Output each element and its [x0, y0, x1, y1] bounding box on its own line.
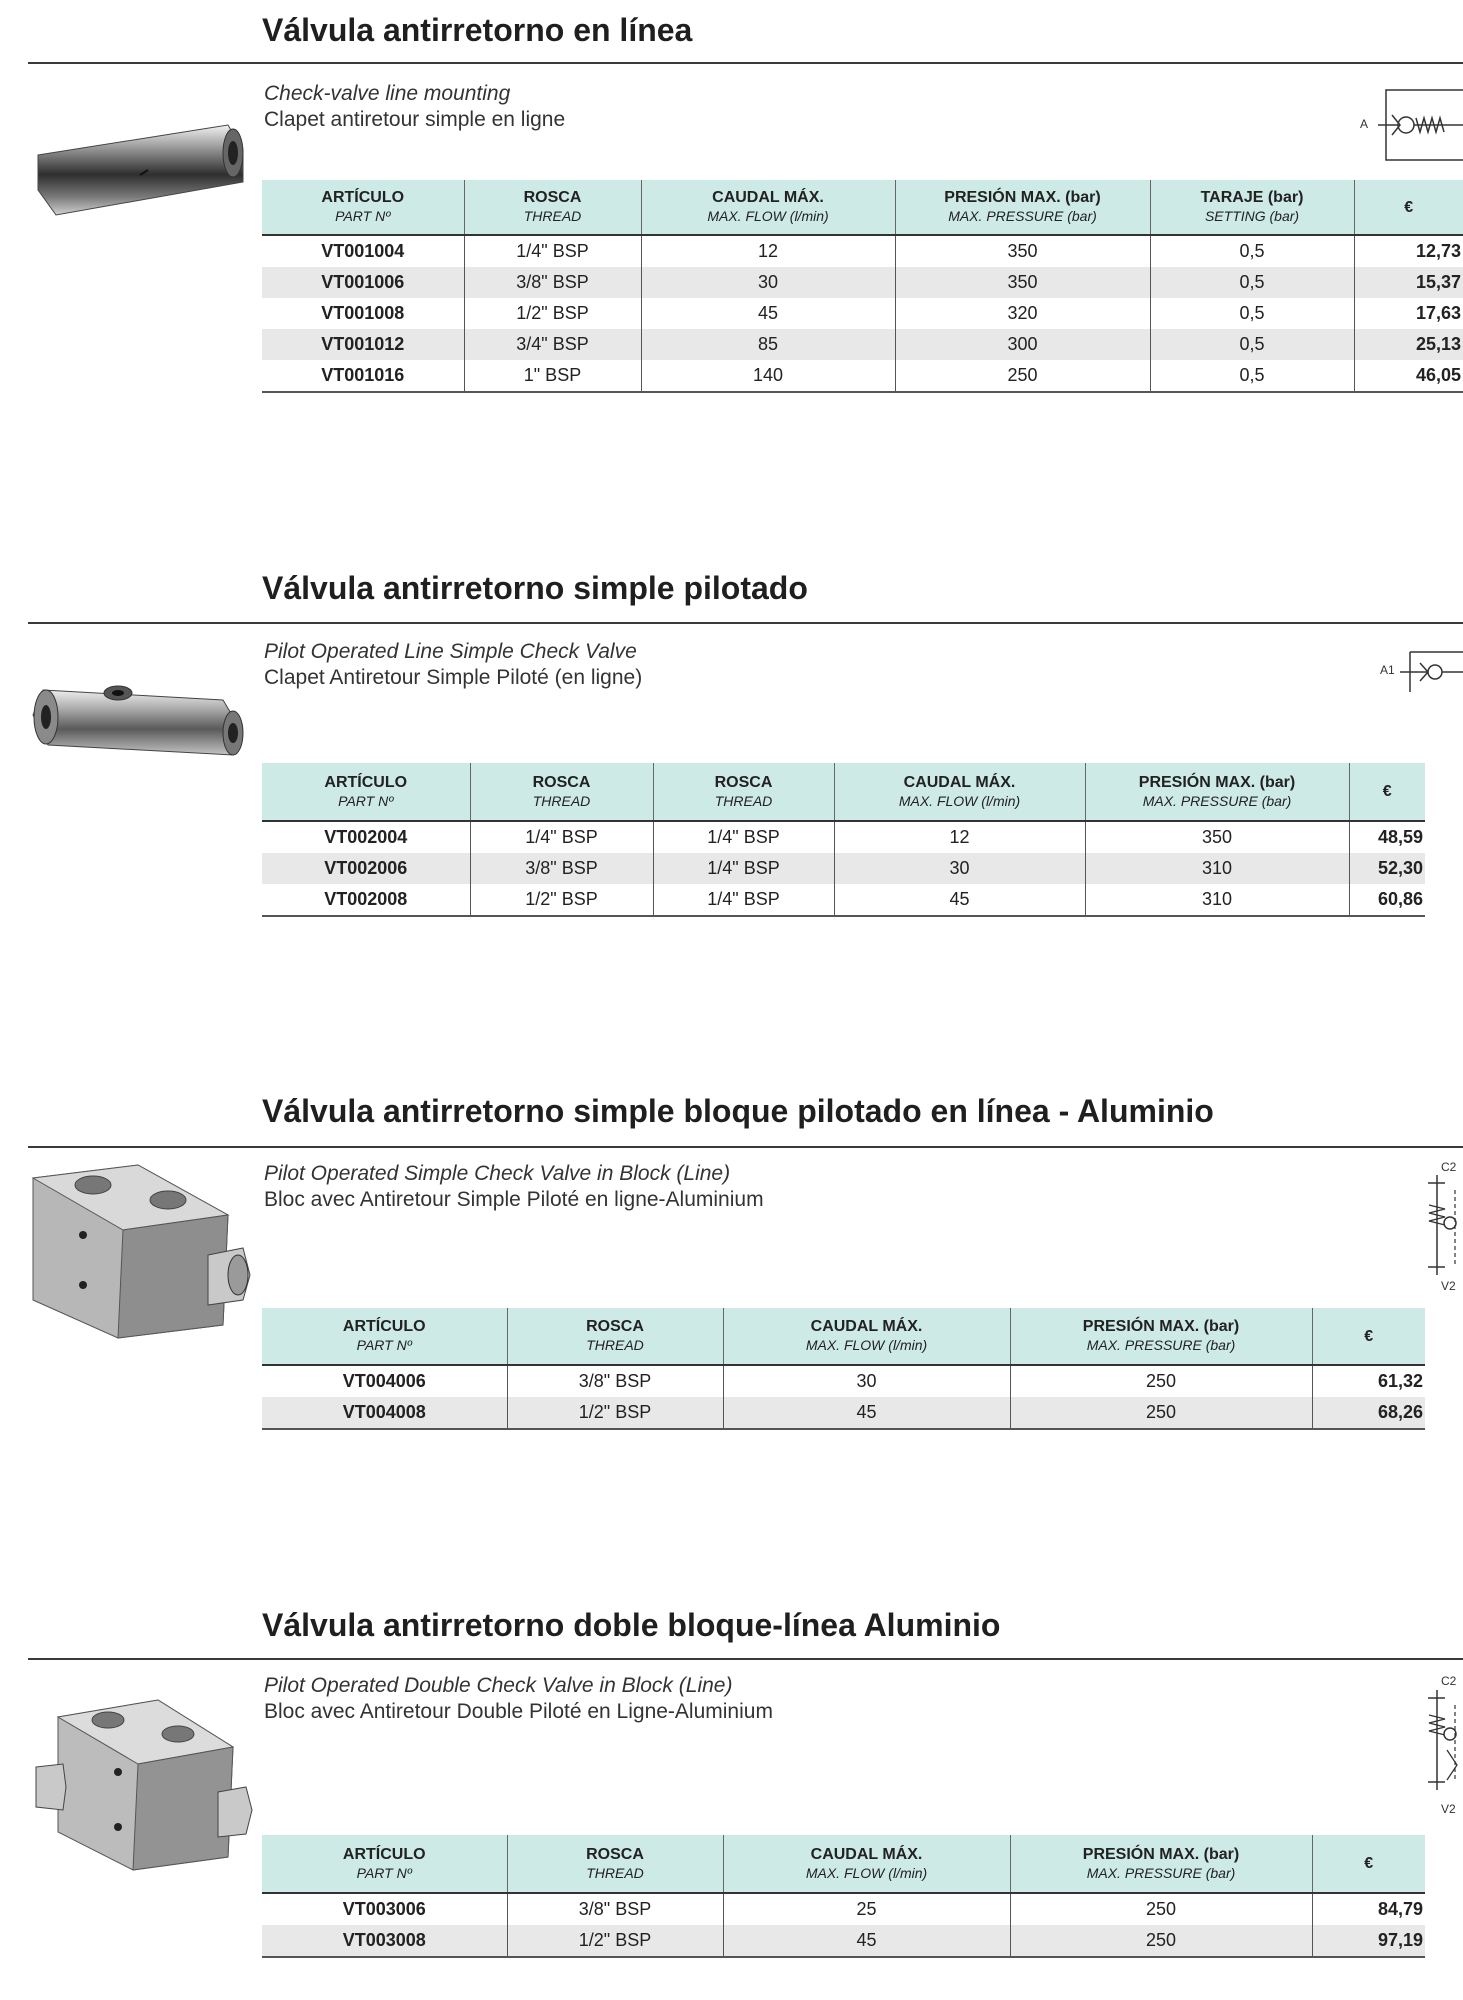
spec-table [262, 180, 1463, 393]
thread: 1" BSP [464, 360, 641, 392]
subtitle-english: Pilot Operated Line Simple Check Valve [264, 640, 637, 663]
section-divider [28, 1658, 1463, 1660]
thread: 1/4" BSP [470, 821, 653, 853]
block-check-valve-symbol [1425, 1175, 1463, 1280]
setting: 0,5 [1150, 235, 1354, 267]
setting: 0,5 [1150, 329, 1354, 360]
part-number: VT001012 [262, 329, 464, 360]
header-price: € [1354, 180, 1463, 235]
table-row [262, 821, 1425, 853]
part-number: VT002004 [262, 821, 470, 853]
spec-table [262, 1308, 1425, 1430]
price: 61,32 [1312, 1365, 1425, 1397]
max-pressure: 310 [1085, 853, 1349, 884]
hex-check-valve-photo [28, 120, 253, 230]
symbol-port-label-top: C2 [1441, 1674, 1457, 1688]
header-thread: ROSCA THREAD [464, 180, 641, 235]
thread: 3/8" BSP [507, 1893, 723, 1925]
header-setting: TARAJE (bar) SETTING (bar) [1150, 180, 1354, 235]
price: 46,05 [1354, 360, 1463, 392]
symbol-port-label-bottom: V2 [1441, 1802, 1456, 1816]
table-row [262, 1397, 1425, 1429]
part-number: VT003008 [262, 1925, 507, 1957]
price: 84,79 [1312, 1893, 1425, 1925]
thread: 3/8" BSP [470, 853, 653, 884]
max-pressure: 320 [895, 298, 1150, 329]
section-title: Válvula antirretorno simple bloque pilotado en línea - Aluminio [262, 1093, 1214, 1129]
max-flow: 12 [834, 821, 1085, 853]
max-pressure: 250 [895, 360, 1150, 392]
double-block-valve-photo [28, 1692, 253, 1872]
max-pressure: 350 [1085, 821, 1349, 853]
part-number: VT002006 [262, 853, 470, 884]
pilot-check-valve-symbol [1395, 650, 1463, 695]
thread: 3/4" BSP [464, 329, 641, 360]
header-max-pressure: PRESIÓN MAX. (bar) MAX. PRESSURE (bar) [1010, 1308, 1312, 1365]
part-number: VT004008 [262, 1397, 507, 1429]
header-max-pressure: PRESIÓN MAX. (bar) MAX. PRESSURE (bar) [895, 180, 1150, 235]
section-title: Válvula antirretorno en línea [262, 12, 693, 48]
max-pressure: 250 [1010, 1925, 1312, 1957]
header-max-pressure: PRESIÓN MAX. (bar) MAX. PRESSURE (bar) [1085, 763, 1349, 821]
subtitle-french: Clapet Antiretour Simple Piloté (en ligne) [264, 666, 643, 689]
subtitle-french: Bloc avec Antiretour Double Piloté en Ligne-Aluminium [264, 1700, 773, 1723]
setting: 0,5 [1150, 267, 1354, 298]
table-row [262, 1365, 1425, 1397]
symbol-port-label: A [1360, 117, 1369, 131]
price: 12,73 [1354, 235, 1463, 267]
part-number: VT001006 [262, 267, 464, 298]
aluminium-block-valve-photo [28, 1160, 253, 1340]
price: 25,13 [1354, 329, 1463, 360]
header-max-flow: CAUDAL MÁX. MAX. FLOW (l/min) [723, 1835, 1010, 1893]
max-flow: 25 [723, 1893, 1010, 1925]
thread: 1/4" BSP [464, 235, 641, 267]
symbol-port-label-top: C2 [1441, 1160, 1457, 1174]
price: 15,37 [1354, 267, 1463, 298]
header-max-flow: CAUDAL MÁX. MAX. FLOW (l/min) [723, 1308, 1010, 1365]
pilot-check-valve-photo [28, 655, 253, 780]
part-number: VT001004 [262, 235, 464, 267]
setting: 0,5 [1150, 298, 1354, 329]
header-thread: ROSCA THREAD [507, 1308, 723, 1365]
header-pilot-thread: ROSCA THREAD [653, 763, 834, 821]
part-number: VT002008 [262, 884, 470, 916]
section-title: Válvula antirretorno simple pilotado [262, 570, 808, 606]
max-pressure: 310 [1085, 884, 1349, 916]
max-flow: 30 [641, 267, 895, 298]
section-divider [28, 62, 1463, 64]
part-number: VT004006 [262, 1365, 507, 1397]
max-flow: 30 [723, 1365, 1010, 1397]
price: 68,26 [1312, 1397, 1425, 1429]
max-pressure: 250 [1010, 1397, 1312, 1429]
subtitle-french: Bloc avec Antiretour Simple Piloté en ligne-Aluminium [264, 1188, 764, 1211]
header-thread: ROSCA THREAD [507, 1835, 723, 1893]
spec-table [262, 763, 1425, 917]
part-number: VT001008 [262, 298, 464, 329]
subtitle-english: Check-valve line mounting [264, 82, 511, 105]
section-divider [28, 1146, 1463, 1148]
thread: 3/8" BSP [464, 267, 641, 298]
part-number: VT001016 [262, 360, 464, 392]
max-pressure: 350 [895, 267, 1150, 298]
price: 60,86 [1349, 884, 1425, 916]
table-row [262, 298, 1463, 329]
double-block-check-valve-symbol [1425, 1690, 1463, 1795]
thread: 3/8" BSP [507, 1365, 723, 1397]
header-article: ARTÍCULO PART Nº [262, 1308, 507, 1365]
max-flow: 85 [641, 329, 895, 360]
header-max-flow: CAUDAL MÁX. MAX. FLOW (l/min) [641, 180, 895, 235]
max-flow: 45 [723, 1925, 1010, 1957]
check-valve-symbol [1370, 88, 1463, 163]
max-pressure: 250 [1010, 1893, 1312, 1925]
max-flow: 140 [641, 360, 895, 392]
table-row [262, 360, 1463, 392]
price: 48,59 [1349, 821, 1425, 853]
max-pressure: 250 [1010, 1365, 1312, 1397]
thread: 1/2" BSP [470, 884, 653, 916]
max-flow: 30 [834, 853, 1085, 884]
pilot-thread: 1/4" BSP [653, 853, 834, 884]
setting: 0,5 [1150, 360, 1354, 392]
table-row [262, 1893, 1425, 1925]
table-row [262, 884, 1425, 916]
header-price: € [1312, 1835, 1425, 1893]
header-thread: ROSCA THREAD [470, 763, 653, 821]
spec-table [262, 1835, 1425, 1958]
section-divider [28, 622, 1463, 624]
price: 17,63 [1354, 298, 1463, 329]
max-flow: 45 [834, 884, 1085, 916]
subtitle-french: Clapet antiretour simple en ligne [264, 108, 566, 131]
subtitle-english: Pilot Operated Simple Check Valve in Block (Line) [264, 1162, 731, 1185]
header-price: € [1349, 763, 1425, 821]
thread: 1/2" BSP [507, 1397, 723, 1429]
table-row [262, 1925, 1425, 1957]
table-row [262, 853, 1425, 884]
part-number: VT003006 [262, 1893, 507, 1925]
symbol-port-label-bottom: V2 [1441, 1279, 1456, 1293]
thread: 1/2" BSP [464, 298, 641, 329]
subtitle-english: Pilot Operated Double Check Valve in Block (Line) [264, 1674, 733, 1697]
table-row [262, 235, 1463, 267]
pilot-thread: 1/4" BSP [653, 821, 834, 853]
header-max-flow: CAUDAL MÁX. MAX. FLOW (l/min) [834, 763, 1085, 821]
thread: 1/2" BSP [507, 1925, 723, 1957]
header-article: ARTÍCULO PART Nº [262, 1835, 507, 1893]
table-row [262, 329, 1463, 360]
max-flow: 45 [641, 298, 895, 329]
header-article: ARTÍCULO PART Nº [262, 180, 464, 235]
price: 97,19 [1312, 1925, 1425, 1957]
max-flow: 12 [641, 235, 895, 267]
table-row [262, 267, 1463, 298]
header-article: ARTÍCULO PART Nº [262, 763, 470, 821]
header-price: € [1312, 1308, 1425, 1365]
price: 52,30 [1349, 853, 1425, 884]
max-flow: 45 [723, 1397, 1010, 1429]
symbol-port-label: A1 [1380, 663, 1395, 677]
section-title: Válvula antirretorno doble bloque-línea Aluminio [262, 1607, 1001, 1643]
max-pressure: 350 [895, 235, 1150, 267]
header-max-pressure: PRESIÓN MAX. (bar) MAX. PRESSURE (bar) [1010, 1835, 1312, 1893]
pilot-thread: 1/4" BSP [653, 884, 834, 916]
max-pressure: 300 [895, 329, 1150, 360]
